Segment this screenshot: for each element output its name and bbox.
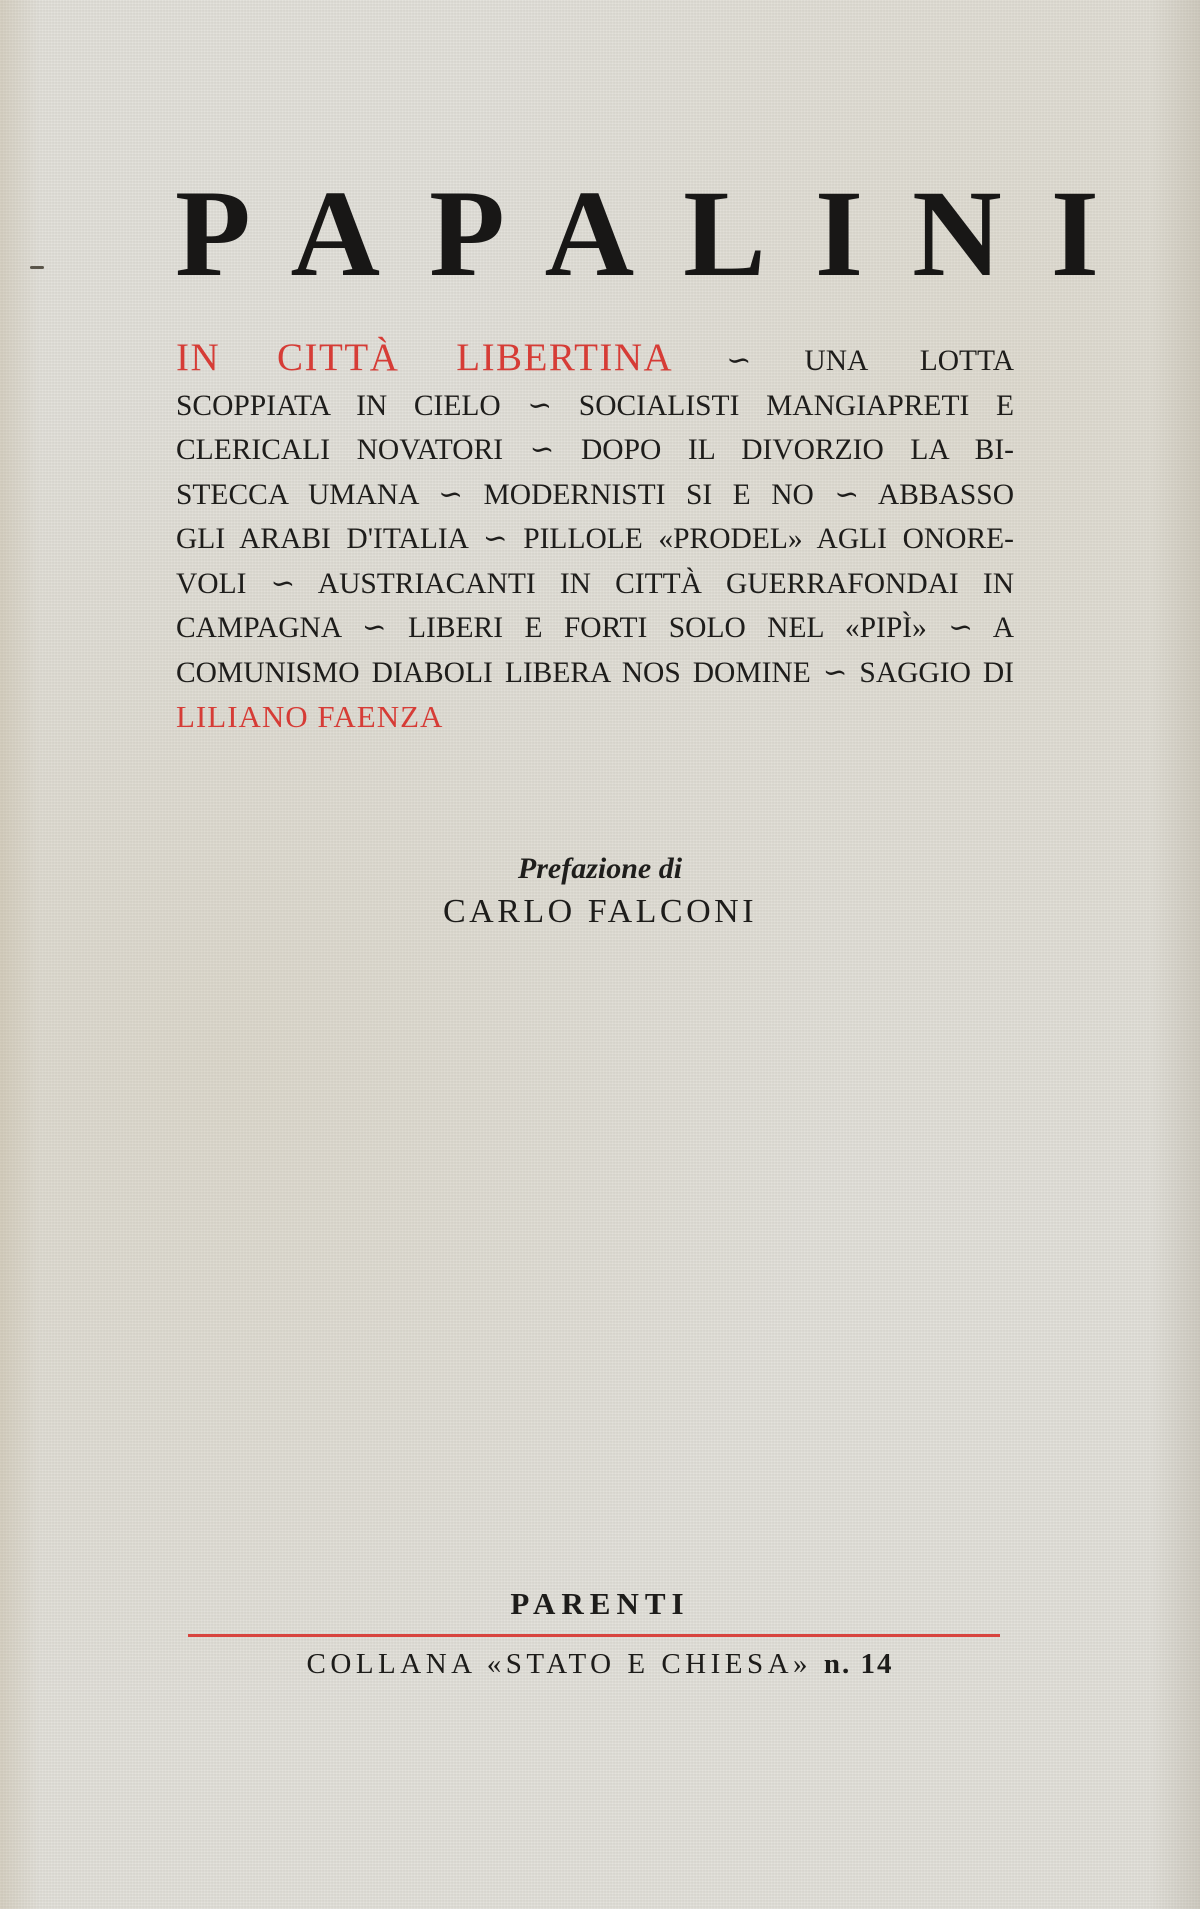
- subtitle-line-1: [176, 336, 1014, 384]
- subtitle-line-3: CLERICALI NOVATORI ∽ DOPO IL DIVORZIO LA BI-: [176, 434, 1014, 466]
- book-title: PAPALINI: [175, 165, 1148, 302]
- paper-speck: [30, 266, 44, 269]
- subtitle-line-2: SCOPPIATA IN CIELO ∽ SOCIALISTI MANGIAPRETI E: [176, 389, 1014, 422]
- red-divider-rule: [188, 1634, 1000, 1637]
- subtitle-line-7: CAMPAGNA ∽ LIBERI E FORTI SOLO NEL «PIPÌ» ∽ A: [176, 612, 1014, 644]
- subtitle-block: [176, 336, 1014, 741]
- subtitle-lead: IN CITTÀ LIBERTINA: [176, 336, 674, 379]
- preface-author: CARLO FALCONI: [442, 893, 758, 930]
- subtitle-line-5: GLI ARABI D'ITALIA ∽ PILLOLE «PRODEL» AGLI ONORE-: [176, 523, 1014, 555]
- series-number: n. 14: [823, 1648, 894, 1680]
- series-name: COLLANA «STATO E CHIESA»: [306, 1648, 813, 1680]
- publisher-name: PARENTI: [510, 1586, 690, 1621]
- subtitle-author-line: [176, 695, 1014, 741]
- subtitle-line-4: STECCA UMANA ∽ MODERNISTI SI E NO ∽ ABBASSO: [176, 478, 1014, 511]
- subtitle-line-6: VOLI ∽ AUSTRIACANTI IN CITTÀ GUERRAFONDAI IN: [176, 567, 1014, 600]
- separator-glyph: ∽: [726, 344, 752, 377]
- author-name: LILIANO FAENZA: [176, 699, 444, 734]
- subtitle-line-text: UNA LOTTA: [751, 345, 1015, 377]
- preface-label: Prefazione di: [517, 852, 683, 885]
- subtitle-line-8: COMUNISMO DIABOLI LIBERA NOS DOMINE ∽ SAGGIO DI: [176, 656, 1014, 689]
- series-line: [0, 1648, 1200, 1681]
